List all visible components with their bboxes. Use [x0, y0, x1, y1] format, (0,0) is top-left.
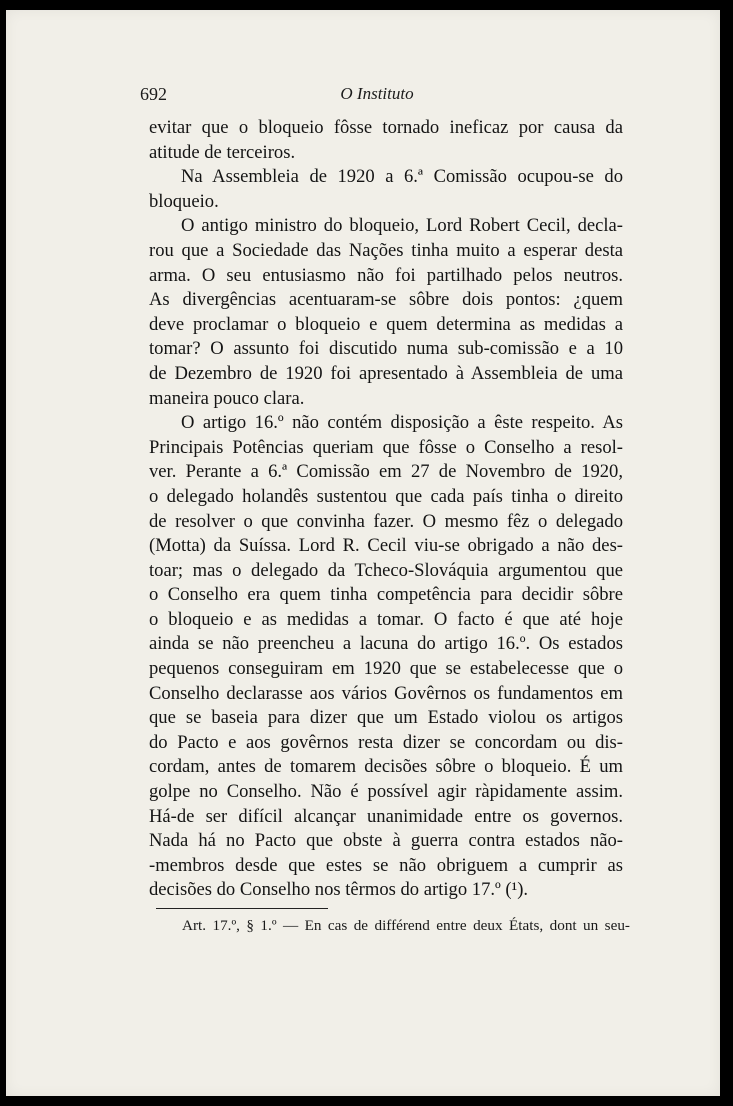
text-line: o delegado holandês sustentou que cada país tinha o direito — [149, 485, 623, 507]
text-line: arma. O seu entusiasmo não foi partilhado pelos neutros. — [149, 264, 623, 286]
text-line: decisões do Conselho nos têrmos do artigo 17.º (¹). — [149, 879, 529, 901]
text-line: ainda se não preencheu a lacuna do artigo 16.º. Os estados — [149, 633, 623, 655]
text-line: O antigo ministro do bloqueio, Lord Robert Cecil, decla- — [181, 215, 623, 237]
text-line: As divergências acentuaram-se sôbre dois pontos: ¿quem — [149, 289, 623, 311]
text-line: do Pacto e aos govêrnos resta dizer se concordam ou dis- — [149, 731, 623, 753]
text-line: Na Assembleia de 1920 a 6.ª Comissão ocupou-se do — [181, 166, 623, 188]
text-line: Há-de ser difícil alcançar unanimidade entre os governos. — [149, 805, 623, 827]
text-line: (Motta) da Suíssa. Lord R. Cecil viu-se obrigado a não des- — [149, 535, 623, 557]
text-line: Nada há no Pacto que obste à guerra contra estados não- — [149, 830, 623, 852]
text-line: toar; mas o delegado da Tcheco-Slováquia argumentou que — [149, 559, 623, 581]
footnote-rule — [156, 908, 328, 909]
text-line: atitude de terceiros. — [149, 141, 296, 163]
text-line: Principais Potências queriam que fôsse o Conselho a resol- — [149, 436, 623, 458]
text-line: golpe no Conselho. Não é possível agir ràpidamente assim. — [149, 781, 623, 803]
text-line: o Conselho era quem tinha competência para decidir sôbre — [149, 584, 623, 606]
text-line: deve proclamar o bloqueio e quem determina as medidas a — [149, 313, 623, 335]
book-page — [6, 10, 720, 1096]
text-line: -membros desde que estes se não obriguem a cumprir as — [149, 854, 623, 876]
text-line: cordam, antes de tomarem decisões sôbre o bloqueio. É um — [149, 756, 623, 778]
text-line: tomar? O assunto foi discutido numa sub-comissão e a 10 — [149, 338, 623, 360]
footnote: Art. 17.º, § 1.º — En cas de différend entre deux États, dont un seu- — [182, 917, 630, 934]
body-text — [149, 116, 623, 903]
text-line: ver. Perante a 6.ª Comissão em 27 de Novembro de 1920, — [149, 461, 623, 483]
page-number: 692 — [140, 84, 167, 104]
running-title: O Instituto — [340, 84, 414, 103]
text-line: de Dezembro de 1920 foi apresentado à Assembleia de uma — [149, 362, 623, 384]
text-line: evitar que o bloqueio fôsse tornado ineficaz por causa da — [149, 117, 623, 138]
text-line: o bloqueio e as medidas a tomar. O facto é que até hoje — [149, 608, 623, 630]
page-header — [6, 84, 720, 110]
text-line: Conselho declarasse aos vários Govêrnos os fundamentos em — [149, 682, 623, 704]
text-line: que se baseia para dizer que um Estado violou os artigos — [149, 707, 623, 729]
text-line: de resolver o que convinha fazer. O mesmo fêz o delegado — [149, 510, 623, 532]
text-line: bloqueio. — [149, 190, 219, 212]
text-line: rou que a Sociedade das Nações tinha muito a esperar desta — [149, 239, 623, 261]
text-line: O artigo 16.º não contém disposição a êste respeito. As — [181, 412, 623, 434]
text-line: maneira pouco clara. — [149, 387, 305, 409]
text-line: pequenos conseguiram em 1920 que se estabelecesse que o — [149, 658, 623, 680]
